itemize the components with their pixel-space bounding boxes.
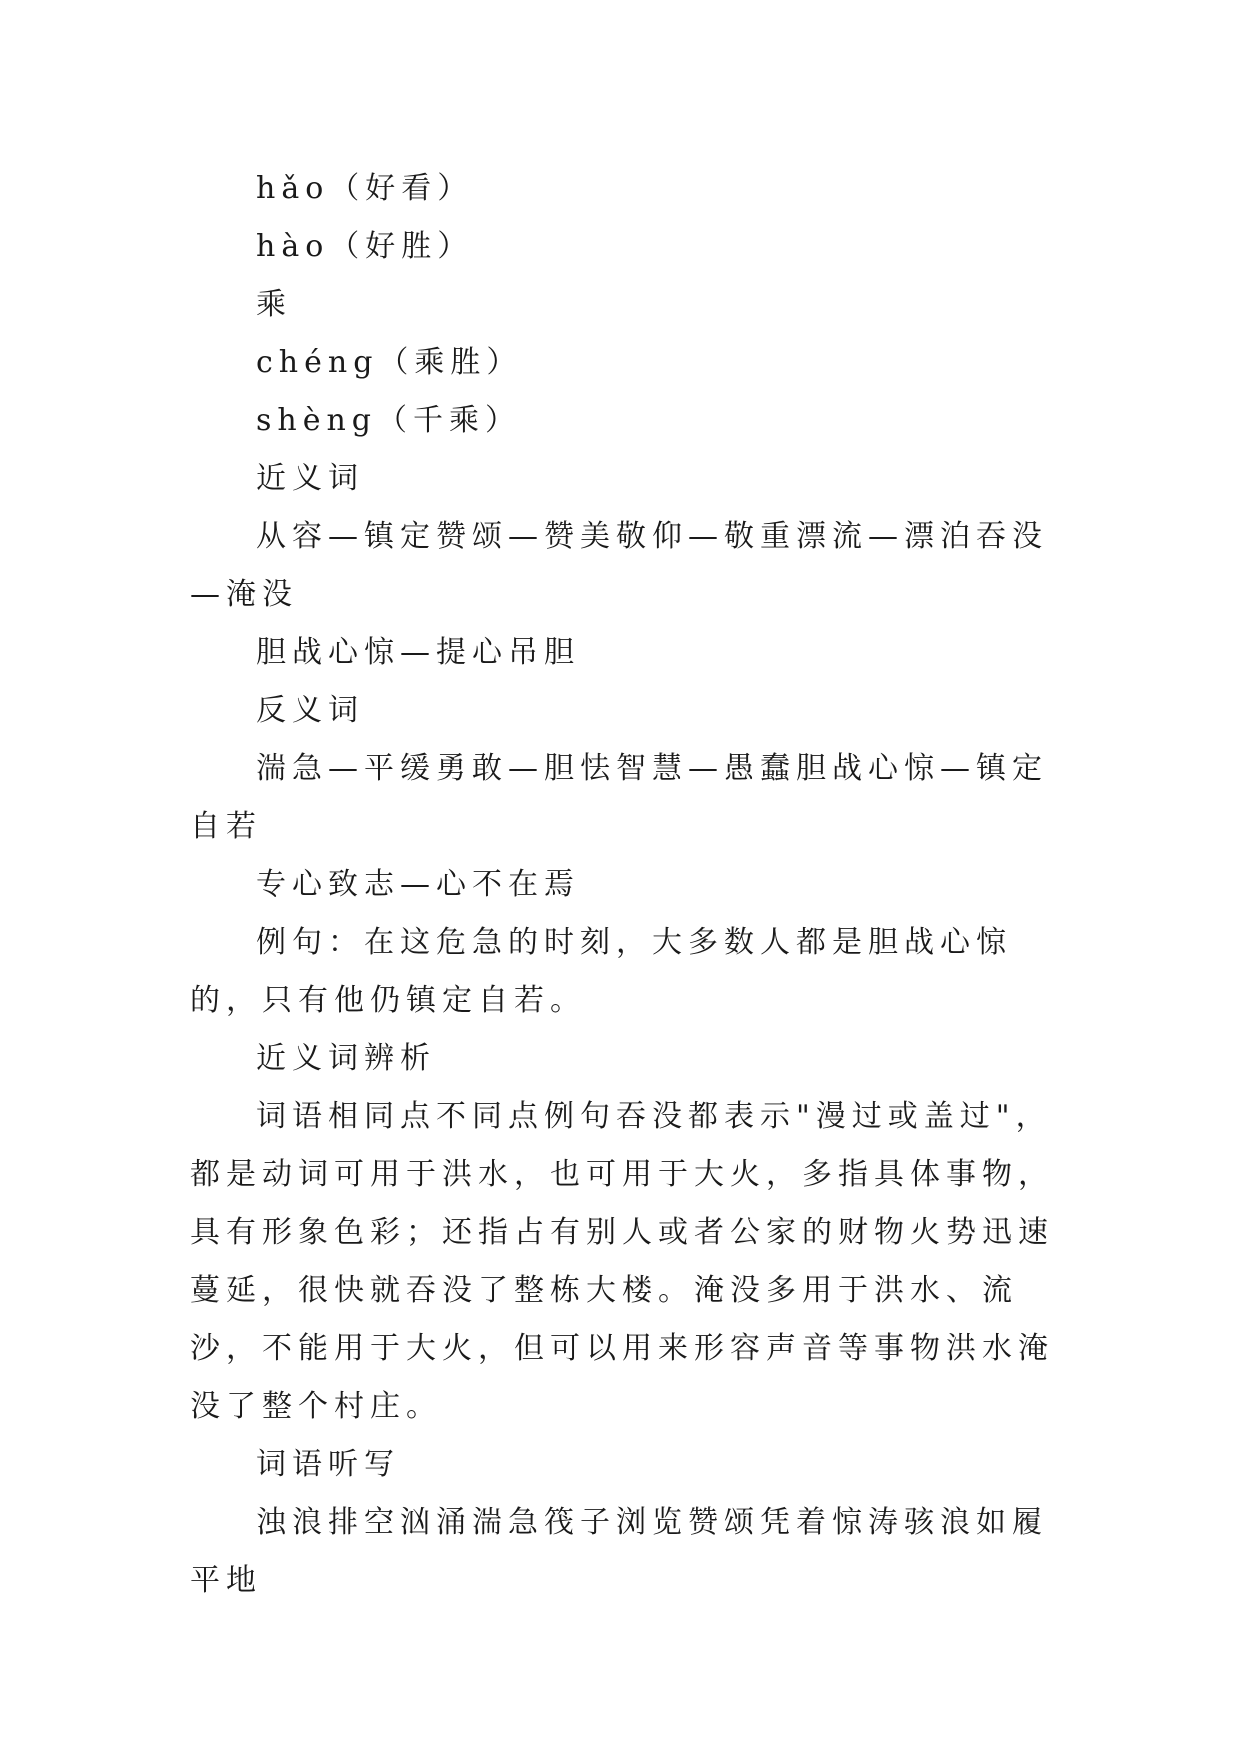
pinyin-line-hao4: hào（好胜） — [256, 229, 474, 264]
example-sentence: 例句：在这危急的时刻，大多数人都是胆战心惊的，只有他仍镇定自若。 — [190, 925, 1012, 1018]
antonyms-extra: 专心致志—心不在焉 — [256, 867, 580, 902]
dictation-heading: 词语听写 — [256, 1447, 400, 1482]
pinyin-line-sheng: shèng（千乘） — [256, 403, 521, 438]
synonyms-paragraph: 从容—镇定赞颂—赞美敬仰—敬重漂流—漂泊吞没—淹没 — [190, 519, 1048, 612]
antonyms-heading: 反义词 — [256, 693, 364, 728]
pinyin-line-cheng: chéng（乘胜） — [256, 345, 523, 380]
analysis-heading: 近义词辨析 — [256, 1041, 436, 1076]
antonyms-paragraph: 湍急—平缓勇敢—胆怯智慧—愚蠢胆战心惊—镇定自若 — [190, 751, 1048, 844]
pinyin-line-hao3: hǎo（好看） — [256, 171, 474, 206]
document-body — [190, 160, 1070, 1610]
analysis-paragraph: 词语相同点不同点例句吞没都表示"漫过或盖过"，都是动词可用于洪水，也可用于大火，多指具体事物，具有形象色彩；还指占有别人或者公家的财物火势迅速蔓延，很快就吞没了整栋大楼。淹没多用于洪水、流沙，不能用于大火，但可以用来形容声音等事物洪水淹没了整个村庄。 — [190, 1099, 1054, 1424]
character-heading: 乘 — [256, 287, 292, 322]
synonyms-extra: 胆战心惊—提心吊胆 — [256, 635, 580, 670]
synonyms-heading: 近义词 — [256, 461, 364, 496]
dictation-paragraph: 浊浪排空汹涌湍急筏子浏览赞颂凭着惊涛骇浪如履平地 — [190, 1505, 1048, 1598]
